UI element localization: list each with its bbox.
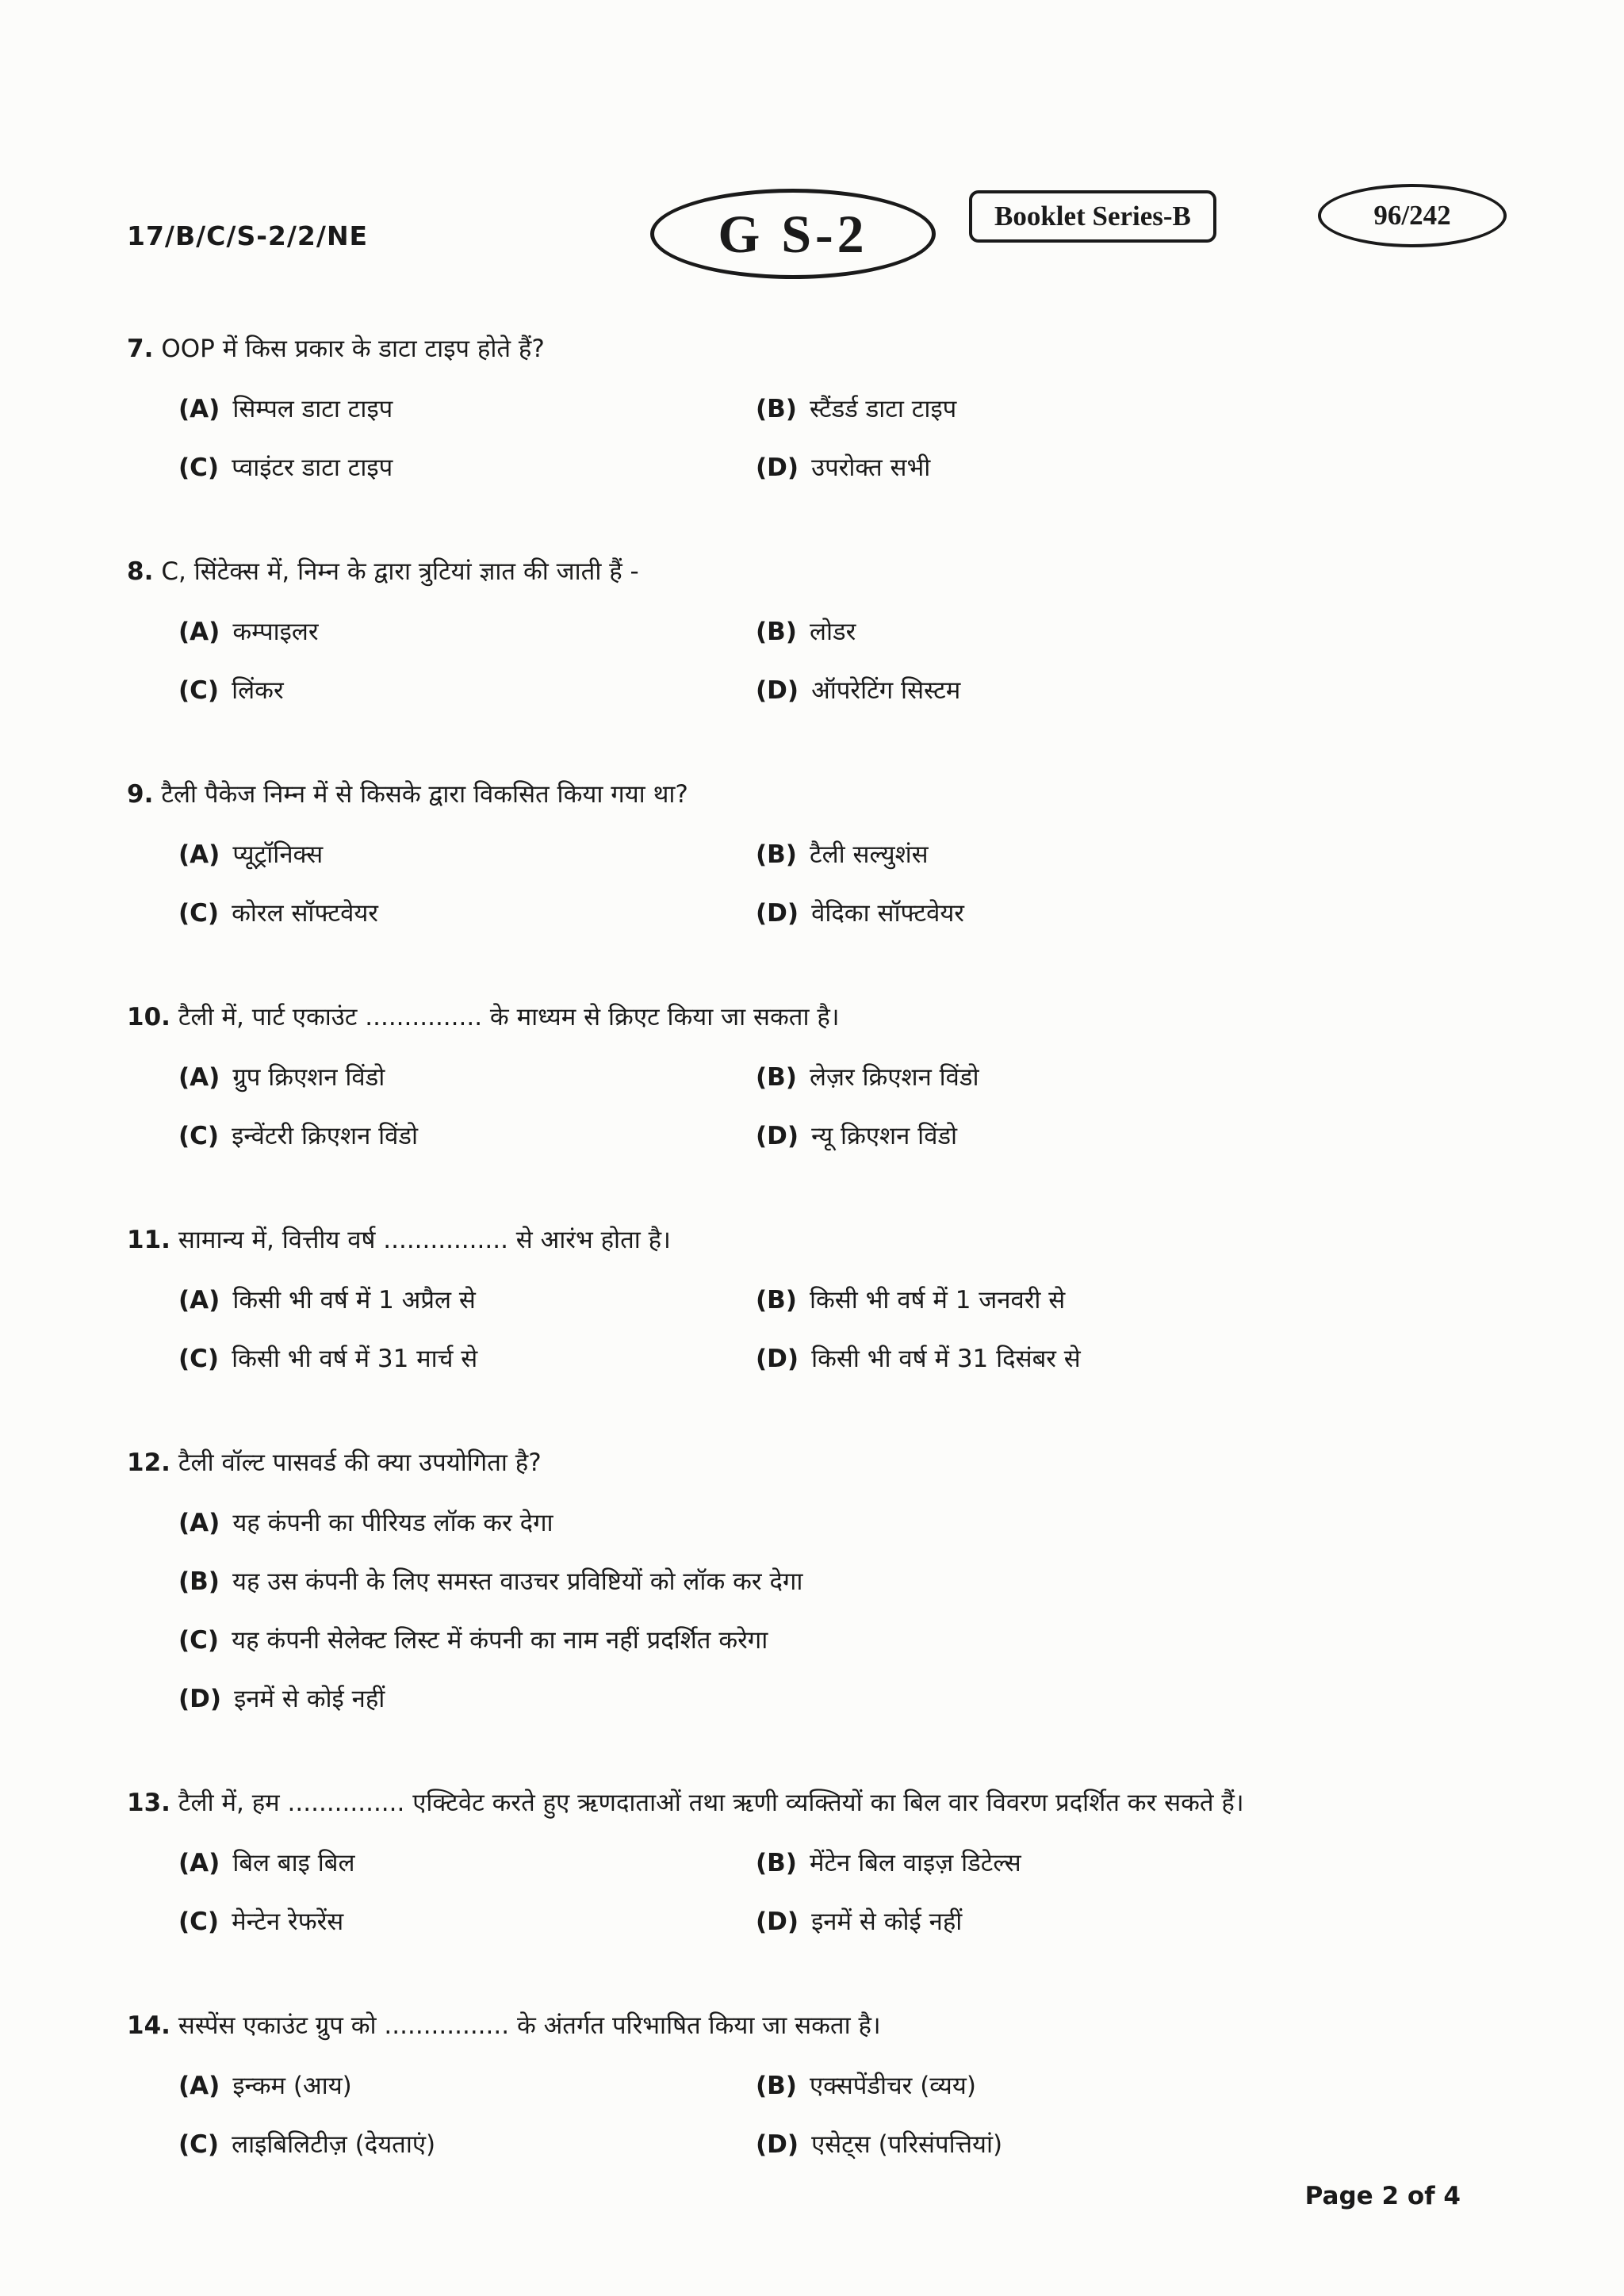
question-line <box>127 999 1497 1035</box>
option <box>178 895 756 932</box>
option-label: (C) <box>178 1345 220 1373</box>
question-line <box>127 776 1497 813</box>
option <box>178 1341 756 1377</box>
option-label: (B) <box>756 618 797 646</box>
option-text: बिल बाइ बिल <box>232 1849 355 1877</box>
option <box>756 614 1497 650</box>
option-label: (B) <box>756 840 797 869</box>
option-label: (D) <box>756 1122 799 1150</box>
question-number: 13. <box>127 1789 170 1817</box>
option <box>178 391 756 427</box>
option-label: (A) <box>178 395 220 423</box>
option-text: लिंकर <box>232 676 284 705</box>
option-text: मेंटेन बिल वाइज़ डिटेल्स <box>809 1849 1021 1877</box>
option-label: (A) <box>178 618 220 646</box>
option-text: यह उस कंपनी के लिए समस्त वाउचर प्रविष्टियों को लॉक कर देगा <box>232 1567 803 1596</box>
option-label: (D) <box>756 676 799 705</box>
option-text: टैली सल्युशंस <box>809 840 929 869</box>
option-text: ग्रुप क्रिएशन विंडो <box>232 1063 385 1092</box>
question <box>127 553 1497 709</box>
options <box>178 1282 1497 1377</box>
question-list <box>127 331 1497 2163</box>
question-number: 11. <box>127 1226 170 1254</box>
option-text: न्यू क्रिएशन विंडो <box>811 1122 958 1150</box>
option-text: लाइबिलिटीज़ (देयताएं) <box>232 2130 436 2159</box>
option-label: (A) <box>178 1063 220 1092</box>
option <box>178 1904 756 1940</box>
question-line <box>127 1222 1497 1258</box>
question-text: C, सिंटेक्स में, निम्न के द्वारा त्रुटियां ज्ञात की जाती हैं - <box>161 557 639 586</box>
option-label: (A) <box>178 2072 220 2100</box>
option-text: प्वाइंटर डाटा टाइप <box>232 453 393 482</box>
option-label: (A) <box>178 1509 220 1537</box>
option-label: (C) <box>178 453 220 482</box>
option-text: मेन्टेन रेफरेंस <box>232 1908 344 1936</box>
option-text: प्यूट्रॉनिक्स <box>232 840 324 869</box>
option-label: (C) <box>178 899 220 928</box>
question <box>127 999 1497 1154</box>
option <box>756 1904 1497 1940</box>
option <box>756 1845 1497 1881</box>
option <box>756 672 1497 709</box>
option <box>178 614 756 650</box>
paper-number-oval: 96/242 <box>1318 184 1507 247</box>
option-label: (B) <box>756 395 797 423</box>
option-text: यह कंपनी का पीरियड लॉक कर देगा <box>232 1509 553 1537</box>
page-number: Page 2 of 4 <box>1304 2182 1461 2210</box>
option <box>178 1282 756 1318</box>
option <box>178 1118 756 1154</box>
option <box>178 836 756 873</box>
option-text: कम्पाइलर <box>232 618 319 646</box>
option-label: (A) <box>178 840 220 869</box>
option <box>178 1563 1497 1600</box>
question-number: 14. <box>127 2011 170 2040</box>
option-label: (A) <box>178 1849 220 1877</box>
option <box>178 1681 1497 1717</box>
option-label: (A) <box>178 1286 220 1314</box>
option <box>756 450 1497 486</box>
question-text: सामान्य में, वित्तीय वर्ष ................ से आरंभ होता है। <box>178 1226 671 1254</box>
page-header <box>127 182 1497 281</box>
option-text: किसी भी वर्ष में 31 दिसंबर से <box>811 1345 1081 1373</box>
options <box>178 1845 1497 1940</box>
option-label: (B) <box>756 1286 797 1314</box>
question-number: 12. <box>127 1448 170 1477</box>
option-text: लेज़र क्रिएशन विंडो <box>809 1063 979 1092</box>
paper-code: 17/B/C/S-2/2/NE <box>127 220 369 251</box>
question-line <box>127 331 1497 367</box>
question-number: 7. <box>127 335 154 363</box>
option-text: लोडर <box>809 618 856 646</box>
option <box>756 1341 1497 1377</box>
options <box>178 2068 1497 2163</box>
options <box>178 391 1497 486</box>
option-label: (C) <box>178 676 220 705</box>
option-text: ऑपरेटिंग सिस्टम <box>811 676 961 705</box>
option <box>178 1059 756 1096</box>
question-number: 9. <box>127 780 154 809</box>
question <box>127 776 1497 932</box>
option-text: एक्सपेंडीचर (व्यय) <box>809 2072 976 2100</box>
options <box>178 836 1497 932</box>
option-label: (D) <box>756 899 799 928</box>
option-text: इनमें से कोई नहीं <box>234 1685 385 1713</box>
option <box>178 1622 1497 1659</box>
option-text: किसी भी वर्ष में 1 अप्रैल से <box>232 1286 476 1314</box>
exam-code-oval: G S-2 <box>650 189 936 279</box>
option <box>178 450 756 486</box>
option-text: इन्वेंटरी क्रिएशन विंडो <box>232 1122 419 1150</box>
option-text: यह कंपनी सेलेक्ट लिस्ट में कंपनी का नाम नहीं प्रदर्शित करेगा <box>232 1626 768 1655</box>
question <box>127 331 1497 486</box>
option <box>756 1059 1497 1096</box>
option <box>178 2126 756 2163</box>
question <box>127 2007 1497 2163</box>
option-text: वेदिका सॉफ्टवेयर <box>811 899 964 928</box>
question-line <box>127 553 1497 590</box>
question-number: 10. <box>127 1003 170 1031</box>
question <box>127 1222 1497 1377</box>
option-text: सिम्पल डाटा टाइप <box>232 395 393 423</box>
option-text: एसेट्स (परिसंपत्तियां) <box>811 2130 1003 2159</box>
option <box>756 1118 1497 1154</box>
option-text: किसी भी वर्ष में 31 मार्च से <box>232 1345 478 1373</box>
options <box>178 1059 1497 1154</box>
option <box>178 672 756 709</box>
question <box>127 1445 1497 1717</box>
option-label: (C) <box>178 2130 220 2159</box>
option <box>756 2126 1497 2163</box>
option-label: (D) <box>756 1908 799 1936</box>
option-label: (B) <box>756 1063 797 1092</box>
question-text: सस्पेंस एकाउंट ग्रुप को ................ के अंतर्गत परिभाषित किया जा सकता है। <box>178 2011 881 2040</box>
option-label: (C) <box>178 1122 220 1150</box>
option <box>178 1845 756 1881</box>
option-text: स्टैंडर्ड डाटा टाइप <box>809 395 957 423</box>
question-line <box>127 1785 1497 1821</box>
question-text: टैली पैकेज निम्न में से किसके द्वारा विकसित किया गया था? <box>161 780 688 809</box>
option-label: (C) <box>178 1626 220 1655</box>
option-label: (D) <box>756 1345 799 1373</box>
option-label: (B) <box>178 1567 220 1596</box>
option-label: (C) <box>178 1908 220 1936</box>
options <box>178 1505 1497 1717</box>
question <box>127 1785 1497 1940</box>
booklet-series-box: Booklet Series-B <box>969 190 1216 243</box>
option-label: (B) <box>756 1849 797 1877</box>
question-line <box>127 1445 1497 1481</box>
option <box>756 391 1497 427</box>
option-label: (D) <box>756 453 799 482</box>
option-text: उपरोक्त सभी <box>811 453 931 482</box>
question-text: टैली में, पार्ट एकाउंट ............... के माध्यम से क्रिएट किया जा सकता है। <box>178 1003 840 1031</box>
question-text: OOP में किस प्रकार के डाटा टाइप होते हैं? <box>161 335 545 363</box>
question-number: 8. <box>127 557 154 586</box>
option-label: (D) <box>756 2130 799 2159</box>
option <box>756 836 1497 873</box>
option-text: इन्कम (आय) <box>232 2072 352 2100</box>
option-label: (B) <box>756 2072 797 2100</box>
option <box>756 1282 1497 1318</box>
option <box>756 2068 1497 2104</box>
question-text: टैली में, हम ............... एक्टिवेट करते हुए ऋणदाताओं तथा ऋणी व्यक्तियों का बिल वार विवरण प्रदर्शित कर सकते हैं। <box>178 1789 1244 1817</box>
option-text: किसी भी वर्ष में 1 जनवरी से <box>809 1286 1066 1314</box>
option-text: इनमें से कोई नहीं <box>811 1908 963 1936</box>
option <box>756 895 1497 932</box>
question-text: टैली वॉल्ट पासवर्ड की क्या उपयोगिता है? <box>178 1448 542 1477</box>
options <box>178 614 1497 709</box>
option-text: कोरल सॉफ्टवेयर <box>232 899 378 928</box>
option <box>178 2068 756 2104</box>
option <box>178 1505 1497 1541</box>
option-label: (D) <box>178 1685 222 1713</box>
question-line <box>127 2007 1497 2044</box>
